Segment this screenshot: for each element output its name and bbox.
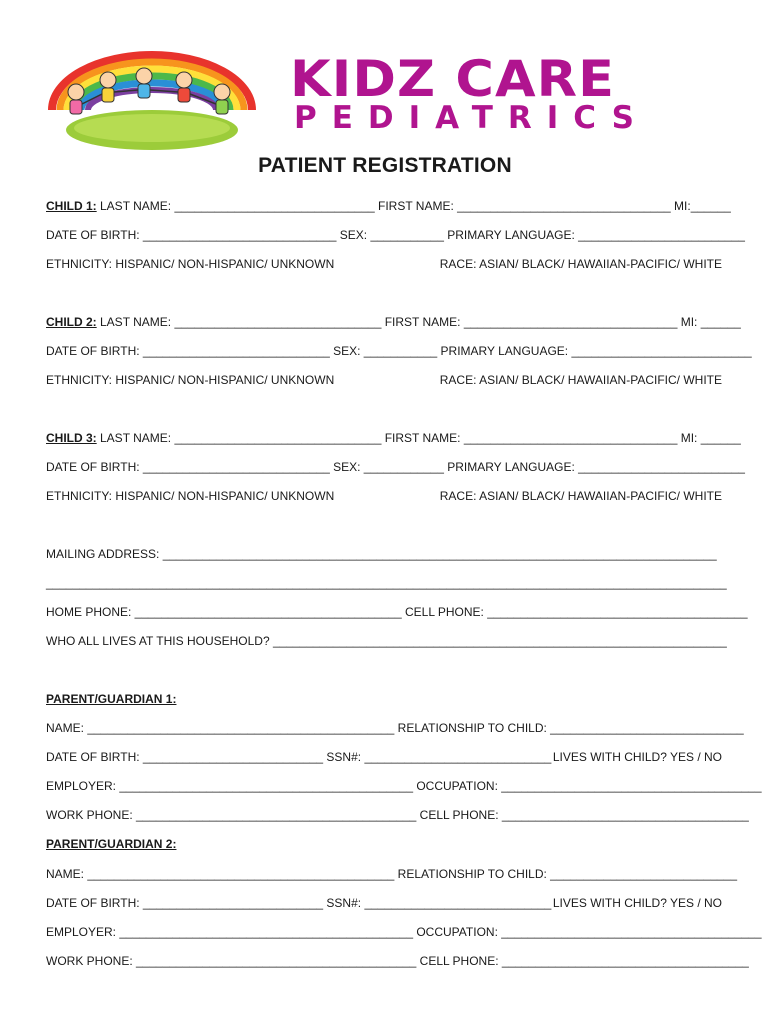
child-3-ethnicity-row [46, 488, 726, 504]
guardian-1-name-field[interactable]: NAME: ______________________________________________ [46, 721, 395, 735]
child-3-first-name-field[interactable]: FIRST NAME: ________________________________ [381, 431, 678, 445]
household-row [46, 633, 726, 649]
guardian-2-employer-row [46, 924, 762, 940]
child-1-ethnicity-row [46, 256, 726, 272]
guardian-2-header: PARENT/GUARDIAN 2: [46, 837, 177, 851]
child-2-dob-field[interactable]: DATE OF BIRTH: ____________________________ [46, 344, 330, 358]
brand-name: KIDZ CARE [290, 50, 616, 108]
child-2-language-field[interactable]: PRIMARY LANGUAGE: ___________________________ [437, 344, 752, 358]
child-3-ethnicity-options[interactable]: ETHNICITY: HISPANIC/ NON-HISPANIC/ UNKNOWN [46, 489, 335, 503]
child-2-sex-field[interactable]: SEX: ___________ [329, 344, 438, 358]
child-1-last-name-field[interactable]: LAST NAME: ______________________________ [96, 199, 375, 213]
page-title: PATIENT REGISTRATION [258, 154, 512, 177]
child-1-name-row [46, 198, 731, 214]
child-1-sex-field[interactable]: SEX: ___________ [336, 228, 444, 242]
child-1-label: CHILD 1: [46, 199, 97, 213]
guardian-2-cell-phone-field[interactable]: CELL PHONE: _____________________________________ [416, 954, 749, 968]
household-field[interactable]: WHO ALL LIVES AT THIS HOUSEHOLD? ____________________________________________________________________ [46, 634, 727, 648]
child-2-race-options[interactable]: RACE: ASIAN/ BLACK/ HAWAIIAN-PACIFIC/ WHITE [439, 373, 722, 387]
home-phone-field[interactable]: HOME PHONE: ________________________________________ [46, 605, 402, 619]
guardian-2-phone-row [46, 953, 749, 969]
mailing-address-field-2[interactable]: ______________________________________________________________________________________________________ [46, 576, 727, 590]
guardian-2-employer-field[interactable]: EMPLOYER: ____________________________________________ [46, 925, 414, 939]
child-3-dob-row [46, 459, 745, 475]
rainbow-children-logo [44, 48, 260, 140]
child-2-first-name-field[interactable]: FIRST NAME: ________________________________ [381, 315, 678, 329]
guardian-1-employer-row [46, 778, 762, 794]
guardian-2-dob-row [46, 895, 726, 911]
child-3-race-options[interactable]: RACE: ASIAN/ BLACK/ HAWAIIAN-PACIFIC/ WHITE [439, 489, 722, 503]
child-2-label: CHILD 2: [46, 315, 97, 329]
guardian-2-work-phone-field[interactable]: WORK PHONE: __________________________________________ [46, 954, 417, 968]
child-2-ethnicity-options[interactable]: ETHNICITY: HISPANIC/ NON-HISPANIC/ UNKNOWN [46, 373, 335, 387]
child-3-last-name-field[interactable]: LAST NAME: _______________________________ [96, 431, 382, 445]
guardian-1-lives-with-options[interactable]: LIVES WITH CHILD? YES / NO [552, 750, 722, 764]
child-3-label: CHILD 3: [46, 431, 97, 445]
child-2-last-name-field[interactable]: LAST NAME: _______________________________ [96, 315, 382, 329]
mailing-address-row-2 [46, 575, 726, 591]
child-2-ethnicity-row [46, 372, 726, 388]
child-2-mi-field[interactable]: MI: ______ [677, 315, 741, 329]
phone-row [46, 604, 748, 620]
child-3-sex-field[interactable]: SEX: ____________ [329, 460, 444, 474]
child-1-dob-field[interactable]: DATE OF BIRTH: _____________________________ [46, 228, 337, 242]
child-2-dob-row [46, 343, 752, 359]
guardian-2-dob-field[interactable]: DATE OF BIRTH: ___________________________ [46, 896, 324, 910]
guardian-1-phone-row [46, 807, 749, 823]
brand-subtitle: PEDIATRICS [294, 100, 649, 136]
child-3-dob-field[interactable]: DATE OF BIRTH: ____________________________ [46, 460, 330, 474]
guardian-2-header-row [46, 836, 726, 852]
guardian-1-employer-field[interactable]: EMPLOYER: ____________________________________________ [46, 779, 414, 793]
child-1-dob-row [46, 227, 745, 243]
guardian-1-relationship-field[interactable]: RELATIONSHIP TO CHILD: _____________________________ [394, 721, 744, 735]
guardian-1-dob-field[interactable]: DATE OF BIRTH: ___________________________ [46, 750, 324, 764]
guardian-2-relationship-field[interactable]: RELATIONSHIP TO CHILD: ____________________________ [394, 867, 738, 881]
guardian-2-lives-with-options[interactable]: LIVES WITH CHILD? YES / NO [552, 896, 722, 910]
child-3-language-field[interactable]: PRIMARY LANGUAGE: _________________________ [443, 460, 745, 474]
mailing-address-row [46, 546, 726, 562]
guardian-1-ssn-field[interactable]: SSN#: ____________________________ [323, 750, 552, 764]
mailing-address-field[interactable]: MAILING ADDRESS: ___________________________________________________________________________________ [46, 547, 717, 561]
child-1-first-name-field[interactable]: FIRST NAME: ________________________________ [374, 199, 671, 213]
guardian-2-name-field[interactable]: NAME: ______________________________________________ [46, 867, 395, 881]
cell-phone-field[interactable]: CELL PHONE: _______________________________________ [401, 605, 748, 619]
child-1-language-field[interactable]: PRIMARY LANGUAGE: _________________________ [443, 228, 745, 242]
guardian-1-name-row [46, 720, 744, 736]
guardian-1-header: PARENT/GUARDIAN 1: [46, 692, 177, 706]
child-3-name-row [46, 430, 741, 446]
child-1-race-options[interactable]: RACE: ASIAN/ BLACK/ HAWAIIAN-PACIFIC/ WHITE [439, 257, 722, 271]
guardian-2-occupation-field[interactable]: OCCUPATION: _______________________________________ [413, 925, 762, 939]
child-1-mi-field[interactable]: MI:______ [670, 199, 731, 213]
guardian-1-work-phone-field[interactable]: WORK PHONE: __________________________________________ [46, 808, 417, 822]
guardian-1-header-row [46, 691, 726, 707]
guardian-1-occupation-field[interactable]: OCCUPATION: _______________________________________ [413, 779, 762, 793]
child-1-ethnicity-options[interactable]: ETHNICITY: HISPANIC/ NON-HISPANIC/ UNKNOWN [46, 257, 335, 271]
guardian-2-ssn-field[interactable]: SSN#: ____________________________ [323, 896, 552, 910]
guardian-1-cell-phone-field[interactable]: CELL PHONE: _____________________________________ [416, 808, 749, 822]
guardian-2-name-row [46, 866, 738, 882]
child-2-name-row [46, 314, 741, 330]
guardian-1-dob-row [46, 749, 726, 765]
child-3-mi-field[interactable]: MI: ______ [677, 431, 741, 445]
